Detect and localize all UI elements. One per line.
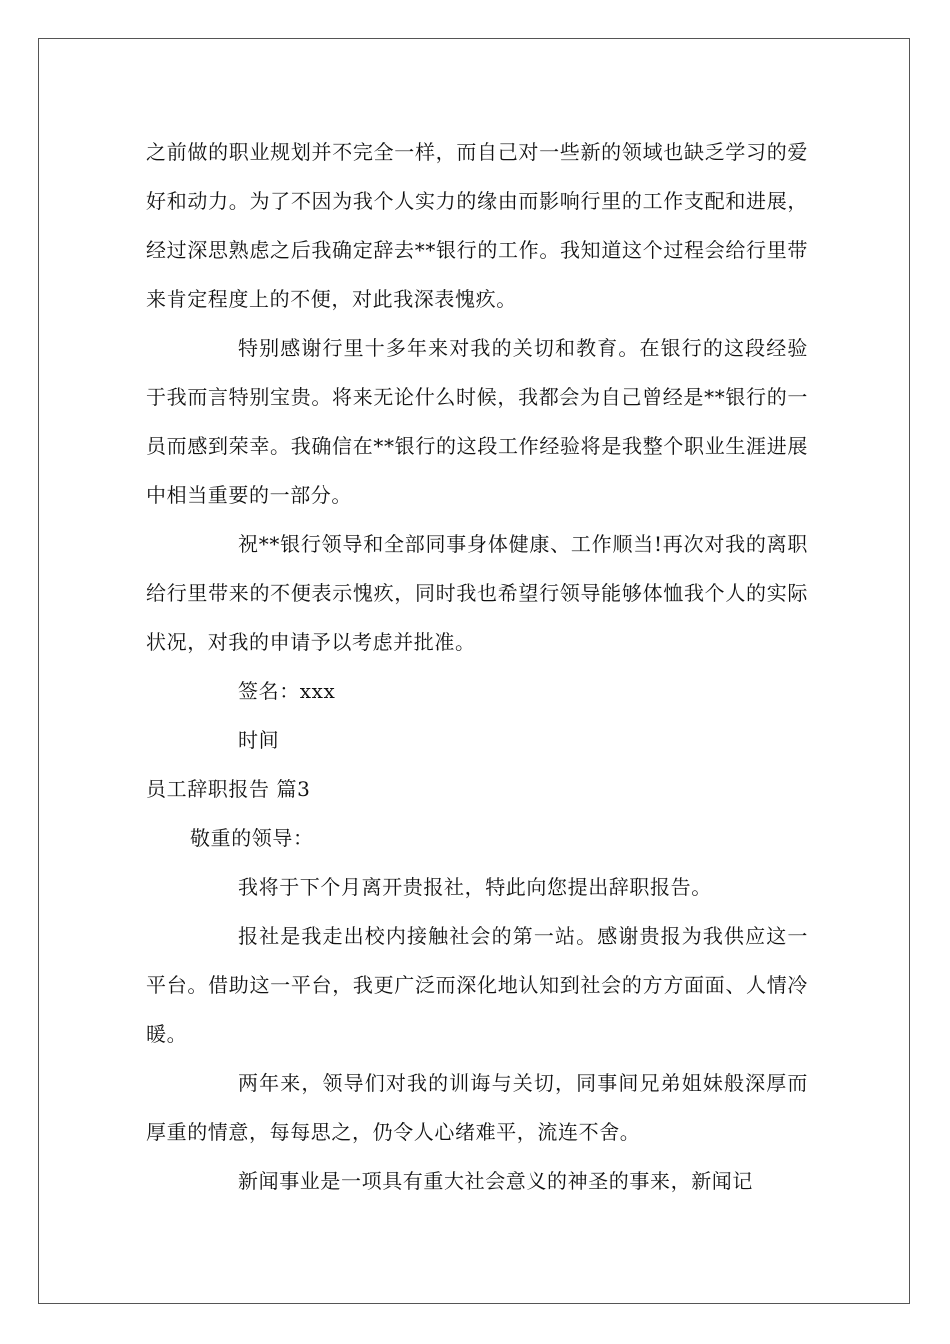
paragraph-gratitude: 两年来，领导们对我的训诲与关切，同事间兄弟姐妹般深厚而厚重的情意，每每思之，仍令人心绪难平，流连不舍。 [146, 1071, 808, 1144]
paragraph-continuation: 之前做的职业规划并不完全一样，而自己对一些新的领域也缺乏学习的爱好和动力。为了不因为我个人实力的缘由而影响行里的工作支配和进展，经过深思熟虑之后我确定辞去**银行的工作。我知道这个过程会给行里带来肯定程度上的不便，对此我深表愧疚。 [146, 140, 808, 311]
paragraph-wishes: 祝**银行领导和全部同事身体健康、工作顺当!再次对我的离职给行里带来的不便表示愧疚，同时我也希望行领导能够体恤我个人的实际状况，对我的申请予以考虑并批准。 [146, 532, 808, 654]
paragraph-intent: 我将于下个月离开贵报社，特此向您提出辞职报告。 [238, 875, 712, 899]
section-heading: 员工辞职报告 篇3 [146, 777, 311, 801]
paragraph-thanks: 特别感谢行里十多年来对我的关切和教育。在银行的这段经验于我而言特别宝贵。将来无论什么时候，我都会为自己曾经是**银行的一员而感到荣幸。我确信在**银行的这段工作经验将是我整个职业生涯进展中相当重要的一部分。 [146, 336, 808, 507]
document-body [146, 128, 808, 1206]
paragraph-first-station: 报社是我走出校内接触社会的第一站。感谢贵报为我供应这一平台。借助这一平台，我更广泛而深化地认知到社会的方方面面、人情冷暖。 [146, 924, 808, 1046]
salutation: 敬重的领导： [190, 826, 314, 850]
date-line: 时间 [238, 728, 280, 752]
paragraph-journalism: 新闻事业是一项具有重大社会意义的神圣的事来，新闻记 [238, 1169, 753, 1193]
signature-line: 签名：xxx [238, 679, 336, 703]
